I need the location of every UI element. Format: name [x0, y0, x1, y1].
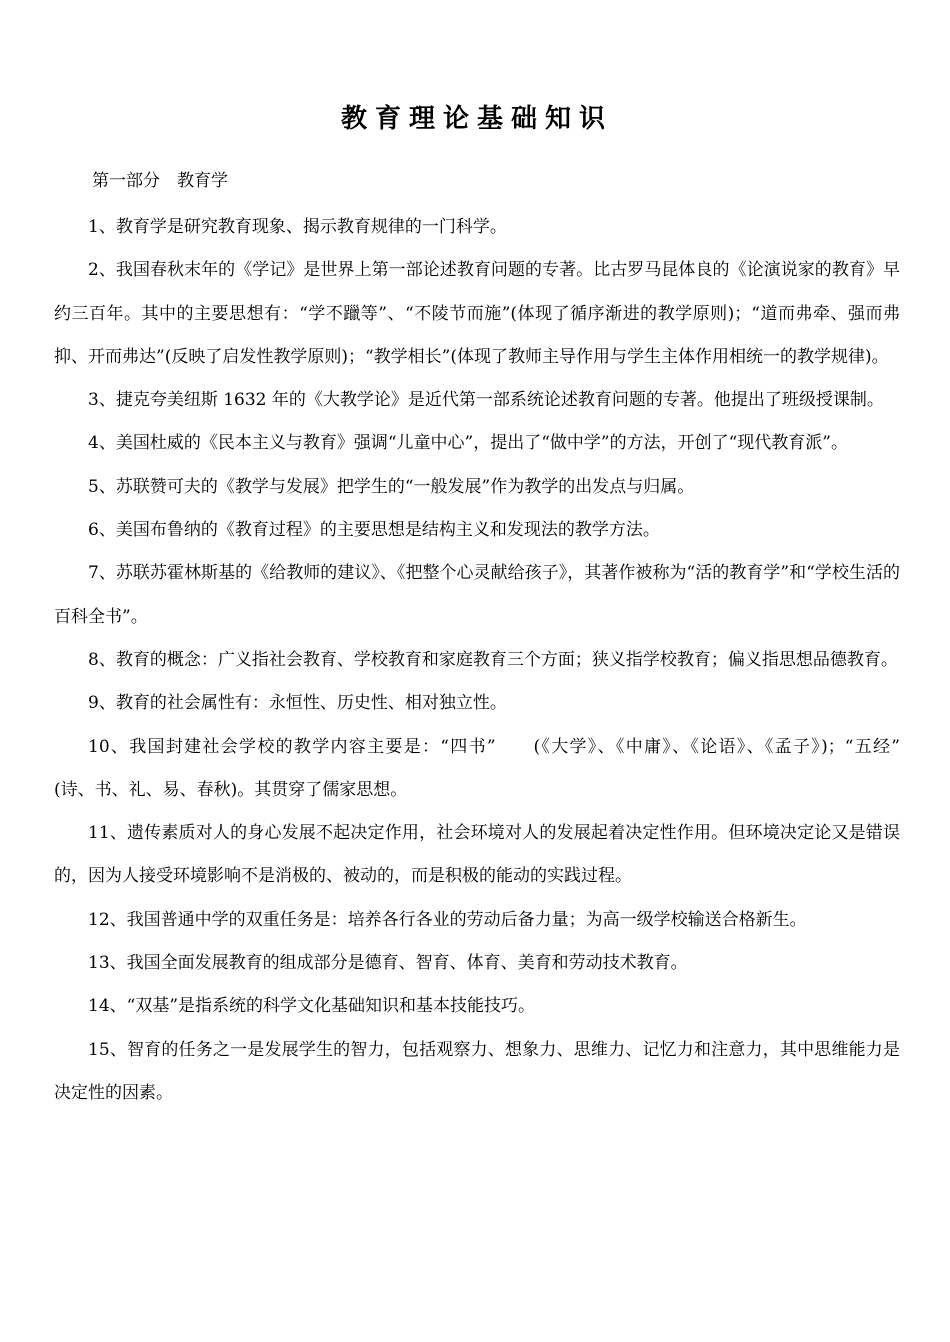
list-item-2: 2、我国春秋末年的《学记》是世界上第一部论述教育问题的专著。比古罗马昆体良的《论演说家的教育》早约三百年。其中的主要思想有：“学不躐等”、“不陵节而施”(体现了循序渐进的教学原则)；“道而弗牵、强而弗抑、开而弗达”(反映了启发性教学原则)；“教学相长”(体现了教师主导作用与学生主体作用相统一的教学规律)。 [54, 260, 900, 367]
list-item-6: 6、美国布鲁纳的《教育过程》的主要思想是结构主义和发现法的教学方法。 [88, 520, 660, 541]
list-item-4: 4、美国杜威的《民本主义与教育》强调“儿童中心”，提出了“做中学”的方法，开创了“现代教育派”。 [88, 433, 848, 454]
list-item-1: 1、教育学是研究教育现象、揭示教育规律的一门科学。 [88, 217, 507, 237]
list-item-9: 9、教育的社会属性有：永恒性、历史性、相对独立性。 [88, 693, 507, 714]
list-item-3: 3、捷克夸美纽斯 1632 年的《大教学论》是近代第一部系统论述教育问题的专著。他提出了班级授课制。 [88, 390, 884, 411]
list-item-8: 8、教育的概念：广义指社会教育、学校教育和家庭教育三个方面；狭义指学校教育；偏义指思想品德教育。 [88, 649, 898, 670]
list-item-10: 10、我国封建社会学校的教学内容主要是：“四书” (《大学》、《中庸》、《论语》、《孟子》)；“五经” (诗、书、礼、易、春秋)。其贯穿了儒家思想。 [54, 736, 934, 800]
document-page [54, 0, 934, 1342]
document-title: 教育理论基础知识 [340, 104, 613, 134]
list-item-15: 15、智育的任务之一是发展学生的智力，包括观察力、想象力、思维力、记忆力和注意力，其中思维能力是决定性的因素。 [54, 1039, 900, 1103]
list-item-11: 11、遗传素质对人的身心发展不起决定作用，社会环境对人的发展起着决定性作用。但环境决定论又是错误的，因为人接受环境影响不是消极的、被动的，而是积极的能动的实践过程。 [54, 823, 900, 887]
list-item-14: 14、“双基”是指系统的科学文化基础知识和基本技能技巧。 [88, 996, 536, 1017]
list-item-12: 12、我国普通中学的双重任务是：培养各行各业的劳动后备力量；为高一级学校输送合格新生。 [88, 909, 807, 930]
item-list [54, 206, 934, 1115]
list-item-13: 13、我国全面发展教育的组成部分是德育、智育、体育、美育和劳动技术教育。 [88, 953, 688, 974]
list-item-7: 7、苏联苏霍林斯基的《给教师的建议》、《把整个心灵献给孩子》，其著作被称为“活的教育学”和“学校生活的百科全书”。 [54, 563, 900, 627]
section-heading: 第一部分 教育学 [92, 171, 228, 191]
list-item-5: 5、苏联赞可夫的《教学与发展》把学生的“一般发展”作为教学的出发点与归属。 [88, 476, 695, 497]
